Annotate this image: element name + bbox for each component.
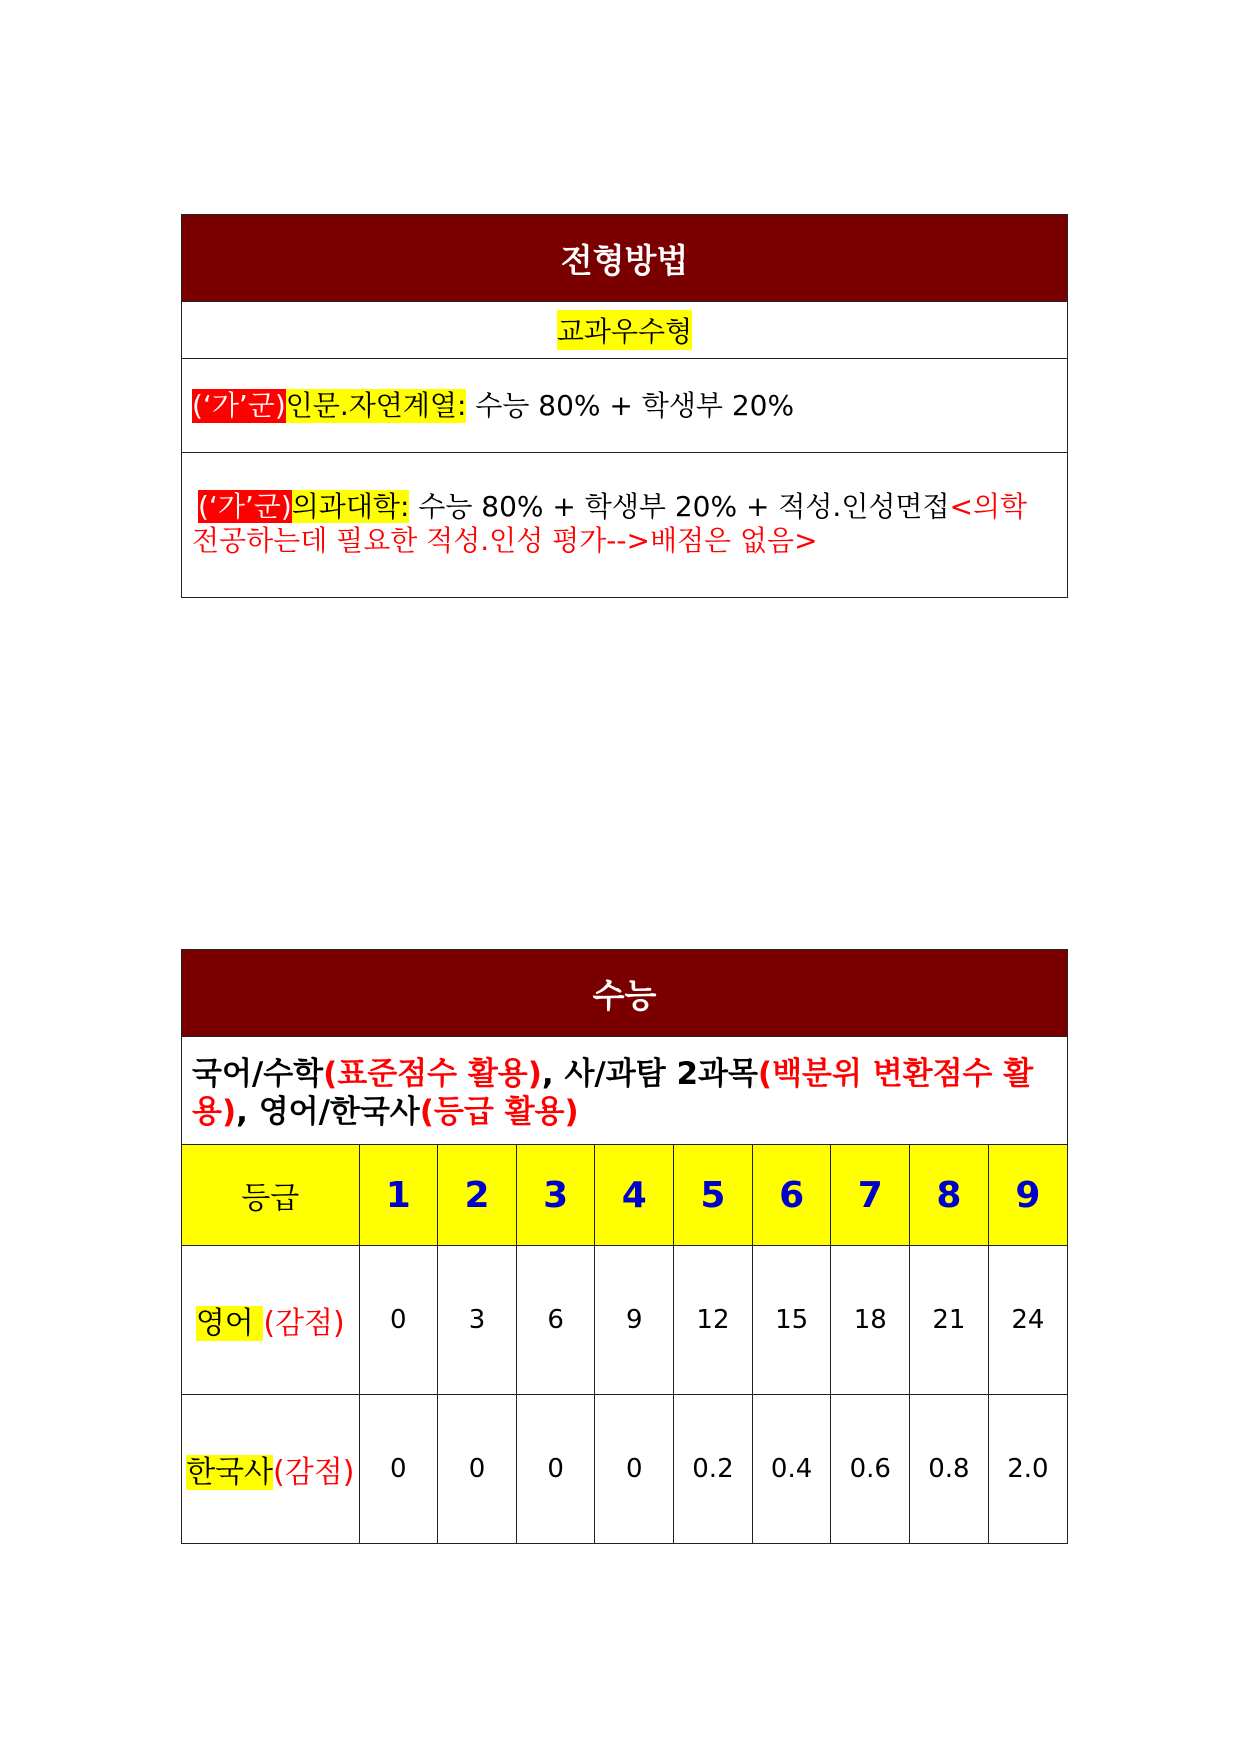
- grade-cell: 2: [438, 1145, 517, 1246]
- medical-group: (‘가’군): [198, 490, 292, 523]
- history-value: 0: [438, 1395, 517, 1544]
- subjects-part-4: (백분위 변환점수 활용): [192, 1056, 1034, 1130]
- subjects-part-1: 국어/수학: [192, 1056, 324, 1092]
- suneung-box: [181, 949, 1068, 1544]
- grade-cell: 5: [674, 1145, 753, 1246]
- history-value: 0: [516, 1395, 595, 1544]
- grade-label: 등급: [182, 1145, 359, 1246]
- subjects-part-3: , 사/과탐 2과목: [541, 1056, 758, 1092]
- history-label-cell: [182, 1395, 359, 1544]
- english-value: 15: [752, 1246, 831, 1395]
- history-value: 0.6: [831, 1395, 910, 1544]
- grade-cell: 8: [910, 1145, 989, 1246]
- english-label: 영어: [195, 1306, 264, 1341]
- english-row: [182, 1246, 1067, 1395]
- history-value: 0: [595, 1395, 674, 1544]
- history-value: 0: [359, 1395, 438, 1544]
- english-label-cell: [182, 1246, 359, 1395]
- history-value: 0.4: [752, 1395, 831, 1544]
- english-value: 0: [359, 1246, 438, 1395]
- english-value: 3: [438, 1246, 517, 1395]
- english-deduct: (감점): [263, 1306, 345, 1341]
- history-value: 0.8: [910, 1395, 989, 1544]
- grade-cell: 3: [516, 1145, 595, 1246]
- grade-cell: 4: [595, 1145, 674, 1246]
- subjects-part-5: , 영어/한국사: [236, 1094, 420, 1130]
- medical-row: [182, 453, 1067, 597]
- english-value: 6: [516, 1246, 595, 1395]
- admission-method-box: [181, 214, 1068, 598]
- suneung-title: 수능: [182, 950, 1067, 1037]
- english-value: 12: [674, 1246, 753, 1395]
- english-value: 21: [910, 1246, 989, 1395]
- humanities-group: (‘가’군): [192, 388, 286, 422]
- history-deduct: (감점): [273, 1455, 355, 1490]
- grade-cell: 9: [988, 1145, 1067, 1246]
- medical-note: <의학 전공하는데 필요한 적성.인성 평가-->배점은 없음>: [192, 490, 1028, 557]
- history-value: 0.2: [674, 1395, 753, 1544]
- english-value: 24: [988, 1246, 1067, 1395]
- grade-deduction-table: [182, 1145, 1067, 1543]
- history-value: 2.0: [988, 1395, 1067, 1544]
- grade-table-row: [182, 1145, 1067, 1543]
- subjects-row: [182, 1037, 1067, 1145]
- english-value: 9: [595, 1246, 674, 1395]
- method-type: 교과우수형: [557, 310, 692, 350]
- grade-cell: 6: [752, 1145, 831, 1246]
- humanities-formula: 수능 80% + 학생부 20%: [466, 388, 795, 422]
- grade-cell: 7: [831, 1145, 910, 1246]
- grade-header-row: [182, 1145, 1067, 1246]
- subjects-part-6: (등급 활용): [419, 1094, 579, 1130]
- grade-cell: 1: [359, 1145, 438, 1246]
- history-row: [182, 1395, 1067, 1544]
- medical-formula: 수능 80% + 학생부 20% + 적성.인성면접: [409, 490, 950, 523]
- method-type-row: [182, 302, 1067, 359]
- subjects-part-2: (표준점수 활용): [323, 1056, 542, 1092]
- english-value: 18: [831, 1246, 910, 1395]
- medical-field: 의과대학:: [291, 490, 410, 523]
- humanities-row: [182, 359, 1067, 453]
- history-label: 한국사: [186, 1455, 274, 1490]
- method-title: 전형방법: [182, 215, 1067, 302]
- humanities-field: 인문.자연계열:: [285, 388, 467, 422]
